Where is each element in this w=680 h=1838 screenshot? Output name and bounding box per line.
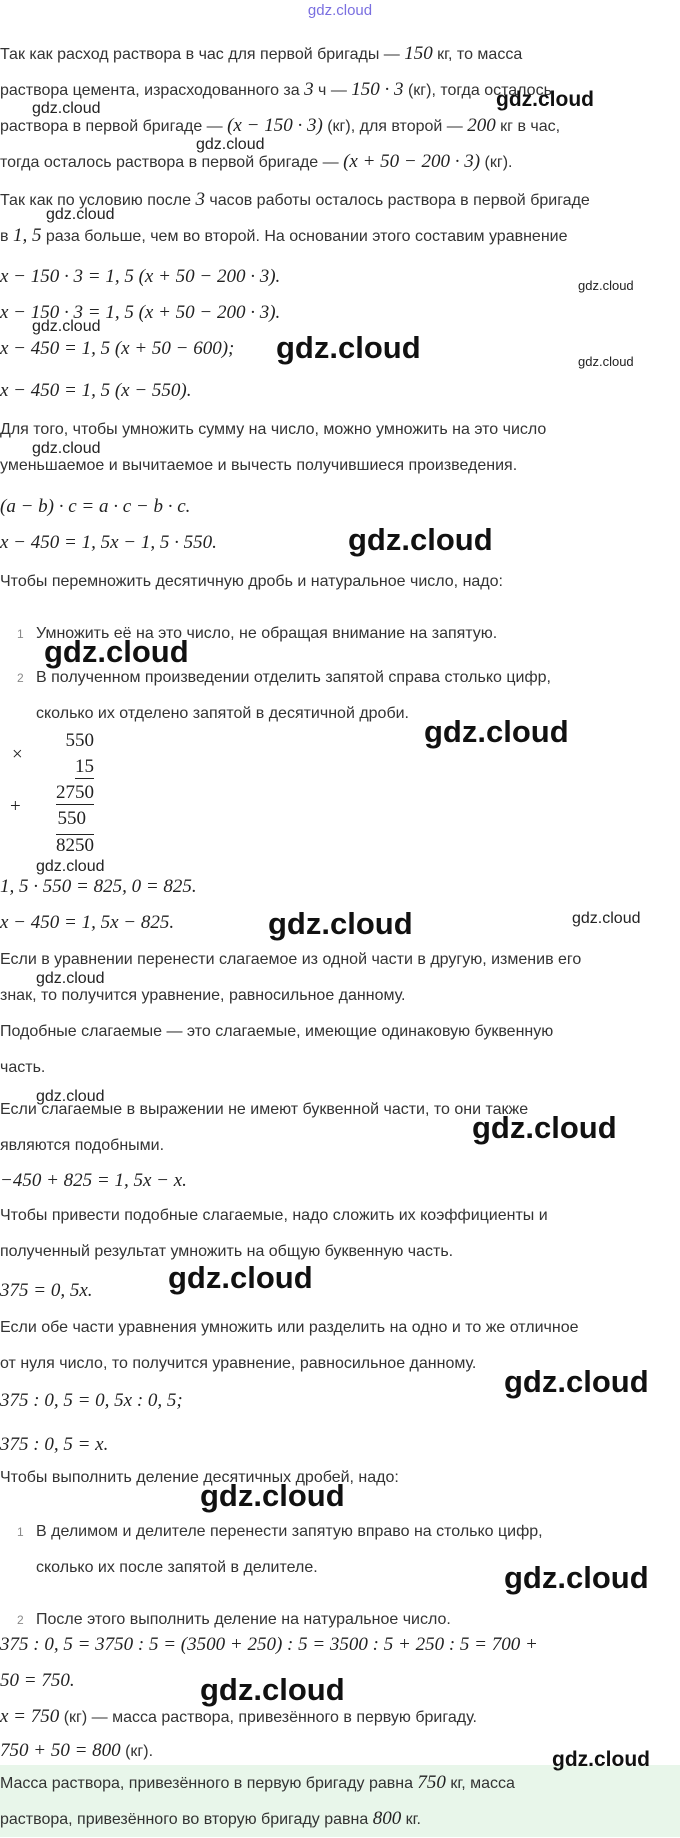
- answer-line1: Масса раствора, привезённого в первую бригаду равна 750 кг, масса: [0, 1772, 515, 1793]
- watermark: gdz.cloud: [504, 1364, 649, 1399]
- watermark: gdz.cloud: [276, 330, 421, 365]
- step-text: После этого выполнить деление на натуральное число.: [36, 1611, 451, 1628]
- watermark: gdz.cloud: [200, 1478, 345, 1513]
- column-result: 8250: [56, 835, 94, 856]
- watermark: gdz.cloud: [572, 910, 641, 927]
- rule-transfer-line2: знак, то получится уравнение, равносильное данному.: [0, 987, 406, 1004]
- equation-10: 375 : 0, 5 = 0, 5x : 0, 5;: [0, 1390, 183, 1411]
- watermark: gdz.cloud: [552, 1748, 650, 1771]
- site-watermark-top: gdz.cloud: [307, 2, 373, 19]
- para1-line2: раствора цемента, израсходованного за 3 ч — 150 · 3 (кг), тогда осталось: [0, 79, 552, 100]
- para1-line3: раствора в первой бригаде — (x − 150 · 3) (кг), для второй — 200 кг в час,: [0, 115, 561, 136]
- equation-7: x − 450 = 1, 5x − 825.: [0, 912, 175, 933]
- rule-similar2-line1: Если слагаемые в выражении не имеют буквенной части, то они также: [0, 1101, 529, 1118]
- watermark: gdz.cloud: [32, 440, 101, 457]
- watermark: gdz.cloud: [196, 136, 265, 153]
- watermark: gdz.cloud: [36, 970, 105, 987]
- partial-product-1: 2750: [56, 782, 94, 803]
- step-number: 2: [17, 671, 24, 685]
- rule-distribute-line1: Для того, чтобы умножить сумму на число, можно умножить на это число: [0, 421, 547, 438]
- equation-1: x − 150 · 3 = 1, 5 (x + 50 − 200 · 3).: [0, 266, 281, 287]
- answer-box: [0, 1765, 680, 1837]
- rule-decimal-divide: Чтобы выполнить деление десятичных дробей, надо:: [0, 1469, 399, 1486]
- watermark: gdz.cloud: [504, 1560, 649, 1595]
- rule-divide-line2: от нуля число, то получится уравнение, равносильное данному.: [0, 1355, 477, 1372]
- watermark: gdz.cloud: [32, 100, 101, 117]
- watermark: gdz.cloud: [46, 206, 115, 223]
- equation-2: x − 150 · 3 = 1, 5 (x + 50 − 200 · 3).: [0, 302, 281, 323]
- para1-line4: тогда осталось раствора в первой бригаде — (x + 50 − 200 · 3) (кг).: [0, 151, 513, 172]
- watermark: gdz.cloud: [268, 906, 413, 941]
- rule-combine-line2: полученный результат умножить на общую буквенную часть.: [0, 1243, 454, 1260]
- step-number: 1: [17, 627, 24, 641]
- watermark: gdz.cloud: [472, 1110, 617, 1145]
- step-text: Умножить её на это число, не обращая внимание на запятую.: [36, 625, 498, 642]
- equation-12-line1: 375 : 0, 5 = 3750 : 5 = (3500 + 250) : 5 = 3500 : 5 + 250 : 5 = 700 +: [0, 1634, 538, 1655]
- equation-4: x − 450 = 1, 5 (x − 550).: [0, 380, 192, 401]
- step-text: сколько их отделено запятой в десятичной дроби.: [36, 705, 409, 722]
- watermark: gdz.cloud: [36, 1088, 105, 1105]
- column-numbers: [46, 730, 94, 860]
- watermark: gdz.cloud: [44, 634, 189, 669]
- rule-similar-line2: часть.: [0, 1059, 46, 1076]
- step-text: В делимом и делителе перенести запятую вправо на столько цифр,: [36, 1523, 543, 1540]
- rule-similar2-line2: являются подобными.: [0, 1137, 165, 1154]
- equation-6: 1, 5 · 550 = 825, 0 = 825.: [0, 876, 197, 897]
- para2-line1: Так как по условию после 3 часов работы осталось раствора в первой бригаде: [0, 189, 590, 210]
- step-number: 1: [17, 1525, 24, 1539]
- equation-12-line2: 50 = 750.: [0, 1670, 75, 1691]
- para2-line2: в 1, 5 раза больше, чем во второй. На основании этого составим уравнение: [0, 225, 568, 246]
- partial-product-2: 550: [57, 808, 86, 829]
- equation-8: −450 + 825 = 1, 5x − x.: [0, 1170, 187, 1191]
- watermark: gdz.cloud: [578, 278, 634, 293]
- result-1: x = 750 (кг) — масса раствора, привезённого в первую бригаду.: [0, 1706, 477, 1727]
- multiplicand: 550: [65, 730, 94, 751]
- rule-similar-line1: Подобные слагаемые — это слагаемые, имеющие одинаковую буквенную: [0, 1023, 554, 1040]
- plus-sign: +: [10, 796, 21, 817]
- equation-3: x − 450 = 1, 5 (x + 50 − 600);: [0, 338, 235, 359]
- equation-9: 375 = 0, 5x.: [0, 1280, 93, 1301]
- equation-11: 375 : 0, 5 = x.: [0, 1434, 109, 1455]
- watermark: gdz.cloud: [496, 88, 594, 111]
- watermark: gdz.cloud: [424, 714, 569, 749]
- step-text: сколько их после запятой в делителе.: [36, 1559, 318, 1576]
- watermark: gdz.cloud: [348, 522, 493, 557]
- watermark: gdz.cloud: [200, 1672, 345, 1707]
- multiplier: 15: [75, 756, 94, 777]
- times-sign: ×: [12, 744, 23, 765]
- formula-distribute: (a − b) · c = a · c − b · c.: [0, 496, 191, 517]
- rule-distribute-line2: уменьшаемое и вычитаемое и вычесть получившиеся произведения.: [0, 457, 518, 474]
- answer-line2: раствора, привезённого во вторую бригаду равна 800 кг.: [0, 1808, 421, 1829]
- para1-line1: Так как расход раствора в час для первой бригады — 150 кг, то масса: [0, 43, 523, 64]
- rule-transfer-line1: Если в уравнении перенести слагаемое из одной части в другую, изменив его: [0, 951, 582, 968]
- watermark: gdz.cloud: [36, 858, 105, 875]
- equation-5: x − 450 = 1, 5x − 1, 5 · 550.: [0, 532, 217, 553]
- result-2: 750 + 50 = 800 (кг).: [0, 1740, 154, 1761]
- step-text: В полученном произведении отделить запятой справа столько цифр,: [36, 669, 551, 686]
- watermark: gdz.cloud: [168, 1260, 313, 1295]
- watermark: gdz.cloud: [578, 354, 634, 369]
- step-number: 2: [17, 1613, 24, 1627]
- rule-decimal-multiply: Чтобы перемножить десятичную дробь и натуральное число, надо:: [0, 573, 503, 590]
- rule-combine-line1: Чтобы привести подобные слагаемые, надо сложить их коэффициенты и: [0, 1207, 548, 1224]
- rule-divide-line1: Если обе части уравнения умножить или разделить на одно и то же отличное: [0, 1319, 579, 1336]
- watermark: gdz.cloud: [32, 318, 101, 335]
